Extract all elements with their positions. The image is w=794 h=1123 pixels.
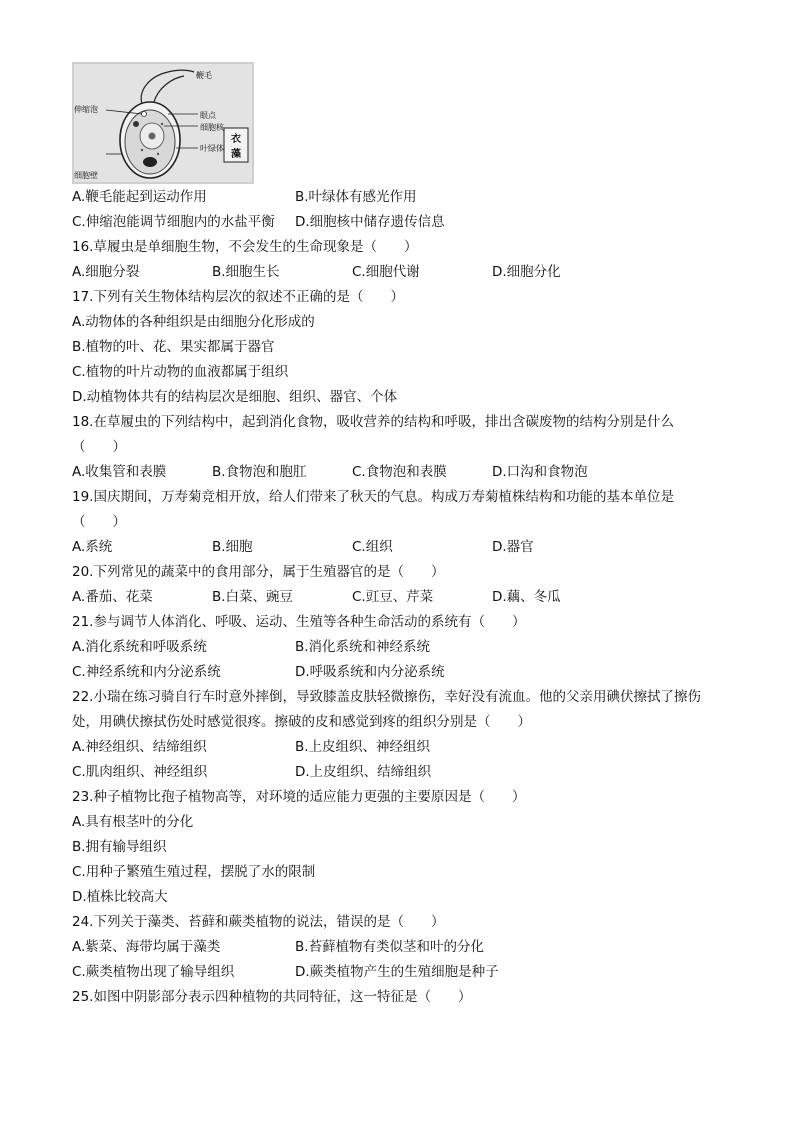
q16-option-b: B.细胞生长 xyxy=(212,264,280,280)
q15-option-d: D.细胞核中储存遗传信息 xyxy=(295,214,445,230)
q21-option-c: C.神经系统和内分泌系统 xyxy=(72,664,221,680)
nucleolus-shape xyxy=(149,133,156,140)
pyrenoid-shape xyxy=(143,157,157,167)
q24-option-b: B.苔藓植物有类似茎和叶的分化 xyxy=(295,939,485,955)
q19-option-a: A.系统 xyxy=(72,539,113,555)
q22-option-d: D.上皮组织、结缔组织 xyxy=(295,764,432,780)
q18-option-b: B.食物泡和胞肛 xyxy=(212,464,307,480)
q20-option-d: D.藕、冬瓜 xyxy=(492,589,561,605)
q22-option-c: C.肌肉组织、神经组织 xyxy=(72,764,208,780)
q20-option-a: A.番茄、花菜 xyxy=(72,589,153,605)
q16-option-d: D.细胞分化 xyxy=(492,264,561,280)
label-chloroplast: 叶绿体 xyxy=(200,144,224,153)
contractile-vacuole-shape xyxy=(142,112,147,117)
q16-option-c: C.细胞代谢 xyxy=(352,264,420,280)
q20-stem: 20.下列常见的蔬菜中的食用部分，属于生殖器官的是（ ） xyxy=(72,564,445,580)
eyespot-shape xyxy=(133,121,139,127)
q16-option-a: A.细胞分裂 xyxy=(72,264,140,280)
q23-option-c: C.用种子繁殖生殖过程，摆脱了水的限制 xyxy=(72,864,316,880)
q17-stem: 17.下列有关生物体结构层次的叙述不正确的是（ ） xyxy=(72,289,404,305)
q19-stem-line-1: 19.国庆期间，万寿菊竞相开放，给人们带来了秋天的气息。构成万寿菊植株结构和功能的基本单位是 xyxy=(72,489,674,505)
q15-option-c: C.伸缩泡能调节细胞内的水盐平衡 xyxy=(72,214,275,230)
q21-option-b: B.消化系统和神经系统 xyxy=(295,639,431,655)
q24-stem: 24.下列关于藻类、苔藓和蕨类植物的说法，错误的是（ ） xyxy=(72,914,445,930)
q19-option-d: D.器官 xyxy=(492,539,534,555)
q19-option-b: B.细胞 xyxy=(212,539,253,555)
q18-stem-line-1: 18.在草履虫的下列结构中，起到消化食物，吸收营养的结构和呼吸，排出含碳废物的结构分别是什么 xyxy=(72,414,674,430)
q15-option-a: A.鞭毛能起到运动作用 xyxy=(72,189,207,205)
q15-option-b: B.叶绿体有感光作用 xyxy=(295,189,417,205)
q18-stem-line-2: （ ） xyxy=(72,439,126,455)
q17-option-a: A.动物体的各种组织是由细胞分化形成的 xyxy=(72,314,315,330)
q19-option-c: C.组织 xyxy=(352,539,393,555)
q20-option-c: C.豇豆、芹菜 xyxy=(352,589,434,605)
q18-option-a: A.收集管和表膜 xyxy=(72,464,167,480)
q22-option-b: B.上皮组织、神经组织 xyxy=(295,739,431,755)
label-cell-wall: 细胞壁 xyxy=(74,171,98,180)
q23-stem: 23.种子植物比孢子植物高等，对环境的适应能力更强的主要原因是（ ） xyxy=(72,789,526,805)
q24-option-a: A.紫菜、海带均属于藻类 xyxy=(72,939,221,955)
q21-option-d: D.呼吸系统和内分泌系统 xyxy=(295,664,445,680)
figure-title-char-2: 藻 xyxy=(231,149,241,160)
q22-option-a: A.神经组织、结缔组织 xyxy=(72,739,207,755)
q23-option-d: D.植株比较高大 xyxy=(72,889,168,905)
q22-stem-line-2: 处，用碘伏擦拭伤处时感觉很疼。擦破的皮和感觉到疼的组织分别是（ ） xyxy=(72,714,531,730)
chlamydomonas-figure xyxy=(72,62,254,184)
q18-option-c: C.食物泡和表膜 xyxy=(352,464,447,480)
label-contractile-vacuole: 伸缩泡 xyxy=(74,105,98,114)
q17-option-b: B.植物的叶、花、果实都属于器官 xyxy=(72,339,275,355)
q17-option-d: D.动植物体共有的结构层次是细胞、组织、器官、个体 xyxy=(72,389,398,405)
label-flagellum: 鞭毛 xyxy=(196,71,212,80)
q16-stem: 16.草履虫是单细胞生物，不会发生的生命现象是（ ） xyxy=(72,239,418,255)
q21-stem: 21.参与调节人体消化、呼吸、运动、生殖等各种生命活动的系统有（ ） xyxy=(72,614,526,630)
q17-option-c: C.植物的叶片动物的血液都属于组织 xyxy=(72,364,289,380)
q23-option-b: B.拥有输导组织 xyxy=(72,839,167,855)
figure-title-char-1: 衣 xyxy=(231,134,241,145)
q20-option-b: B.白菜、豌豆 xyxy=(212,589,294,605)
q19-stem-line-2: （ ） xyxy=(72,514,126,530)
q21-option-a: A.消化系统和呼吸系统 xyxy=(72,639,207,655)
q23-option-a: A.具有根茎叶的分化 xyxy=(72,814,194,830)
label-eyespot: 眼点 xyxy=(200,111,216,120)
q18-option-d: D.口沟和食物泡 xyxy=(492,464,588,480)
q24-option-c: C.蕨类植物出现了输导组织 xyxy=(72,964,235,980)
q24-option-d: D.蕨类植物产生的生殖细胞是种子 xyxy=(295,964,499,980)
q25-stem: 25.如图中阴影部分表示四种植物的共同特征，这一特征是（ ） xyxy=(72,989,472,1005)
q22-stem-line-1: 22.小瑞在练习骑自行车时意外摔倒，导致膝盖皮肤轻微擦伤，幸好没有流血。他的父亲用碘伏擦拭了擦伤 xyxy=(72,689,701,705)
label-cell-nucleus: 细胞核 xyxy=(200,123,224,132)
